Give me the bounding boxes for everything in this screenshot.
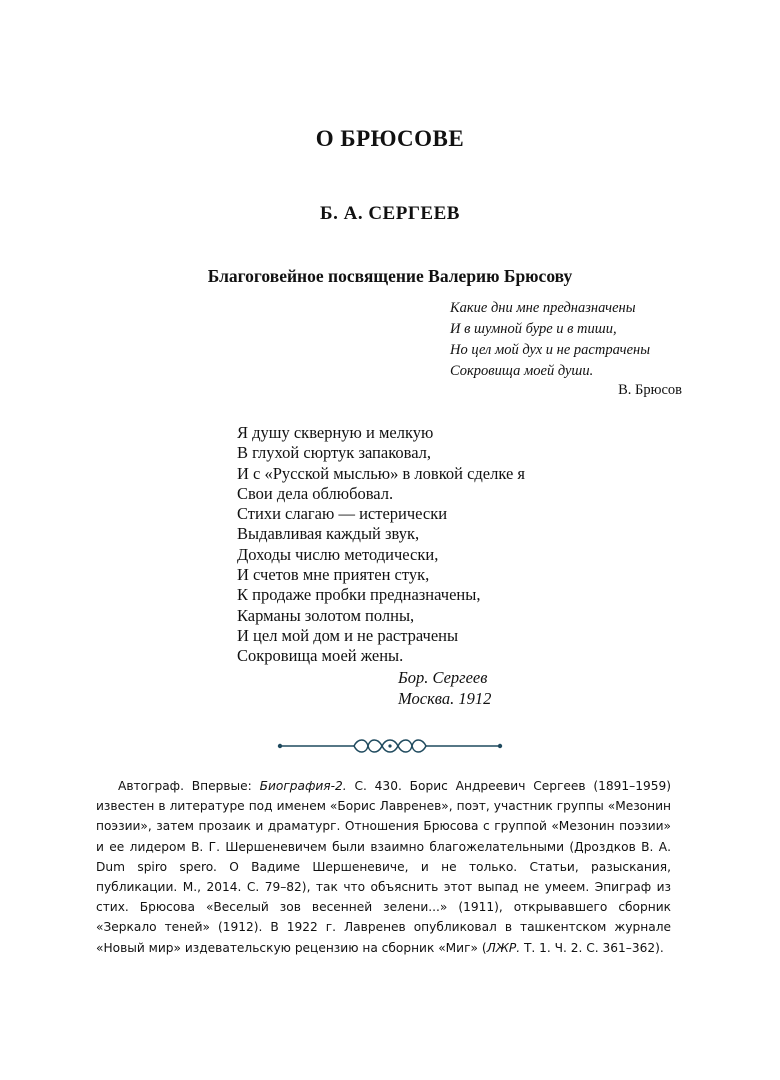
epigraph-line: Какие дни мне предназначены — [450, 300, 636, 316]
note-italic-source: Биография-2. — [259, 779, 347, 793]
signature-name: Бор. Сергеев — [398, 668, 488, 687]
poem-line: И счетов мне приятен стук, — [237, 565, 430, 585]
poem-line: Доходы числю методически, — [237, 544, 439, 564]
note-text: Автограф. Впервые: — [118, 779, 260, 793]
section-title: О БРЮСОВЕ — [315, 126, 465, 151]
ornament-divider-icon — [268, 734, 512, 758]
poem-title: Благоговейное посвящение Валерию Брюсову — [207, 266, 573, 286]
poem-line: И с «Русской мыслью» в ловкой сделке я — [237, 463, 526, 483]
epigraph-line: И в шумной буре и в тиши, — [450, 321, 617, 337]
poem-signature — [398, 667, 598, 709]
commentary-note — [96, 776, 671, 958]
poem-line: К продаже пробки предназначены, — [237, 585, 481, 605]
epigraph — [450, 298, 690, 382]
poem-line: Стихи слагаю — истерически — [237, 504, 448, 524]
note-italic-abbrev: ЛЖР. — [486, 940, 521, 955]
poem-line: Карманы золотом полны, — [237, 605, 415, 625]
epigraph-line: Сокровища моей души. — [450, 363, 594, 379]
poem-line: В глухой сюртук запаковал, — [237, 443, 432, 463]
poem-line: Выдавливая каждый звук, — [237, 524, 420, 544]
poem-line: И цел мой дом и не растрачены — [237, 625, 459, 645]
poem-line: Свои дела облюбовал. — [237, 483, 394, 503]
author-heading: Б. А. СЕРГЕЕВ — [320, 203, 460, 224]
signature-place-date: Москва. 1912 — [398, 689, 492, 708]
note-text: С. 430. Борис Андреевич Сергеев (1891–1959) известен в литературе под именем «Борис Лавренев», поэт, участник группы «Мезонин поэзии», затем прозаик и драматург. Отношения Брюсова с группой «Мезонин поэзии» и ее лидером В. Г. Шершеневичем были взаимно благожелательными (Дроздков В. А. Dum spiro spero. О Вадиме Шершеневиче, и не только. Статьи, разыскания, публикации. М., 2014. С. 79–82), так что объяснить этот выпад не умеем. Эпиграф из стих. Брюсова «Веселый зов весенней зелени...» (1911), открывавшего сборник «Зеркало теней» (1912). В 1922 г. Лавренев опубликовал в ташкентском журнале «Новый мир» издевательскую рецензию на сборник «Миг» ( — [96, 779, 672, 955]
poem-line: Сокровища моей жены. — [237, 646, 404, 666]
epigraph-line: Но цел мой дух и не растрачены — [450, 342, 651, 358]
note-text: Т. 1. Ч. 2. С. 361–362). — [520, 940, 664, 955]
poem-line: Я душу скверную и мелкую — [237, 423, 434, 442]
epigraph-author: В. Брюсов — [618, 382, 682, 398]
poem-body — [237, 423, 617, 667]
